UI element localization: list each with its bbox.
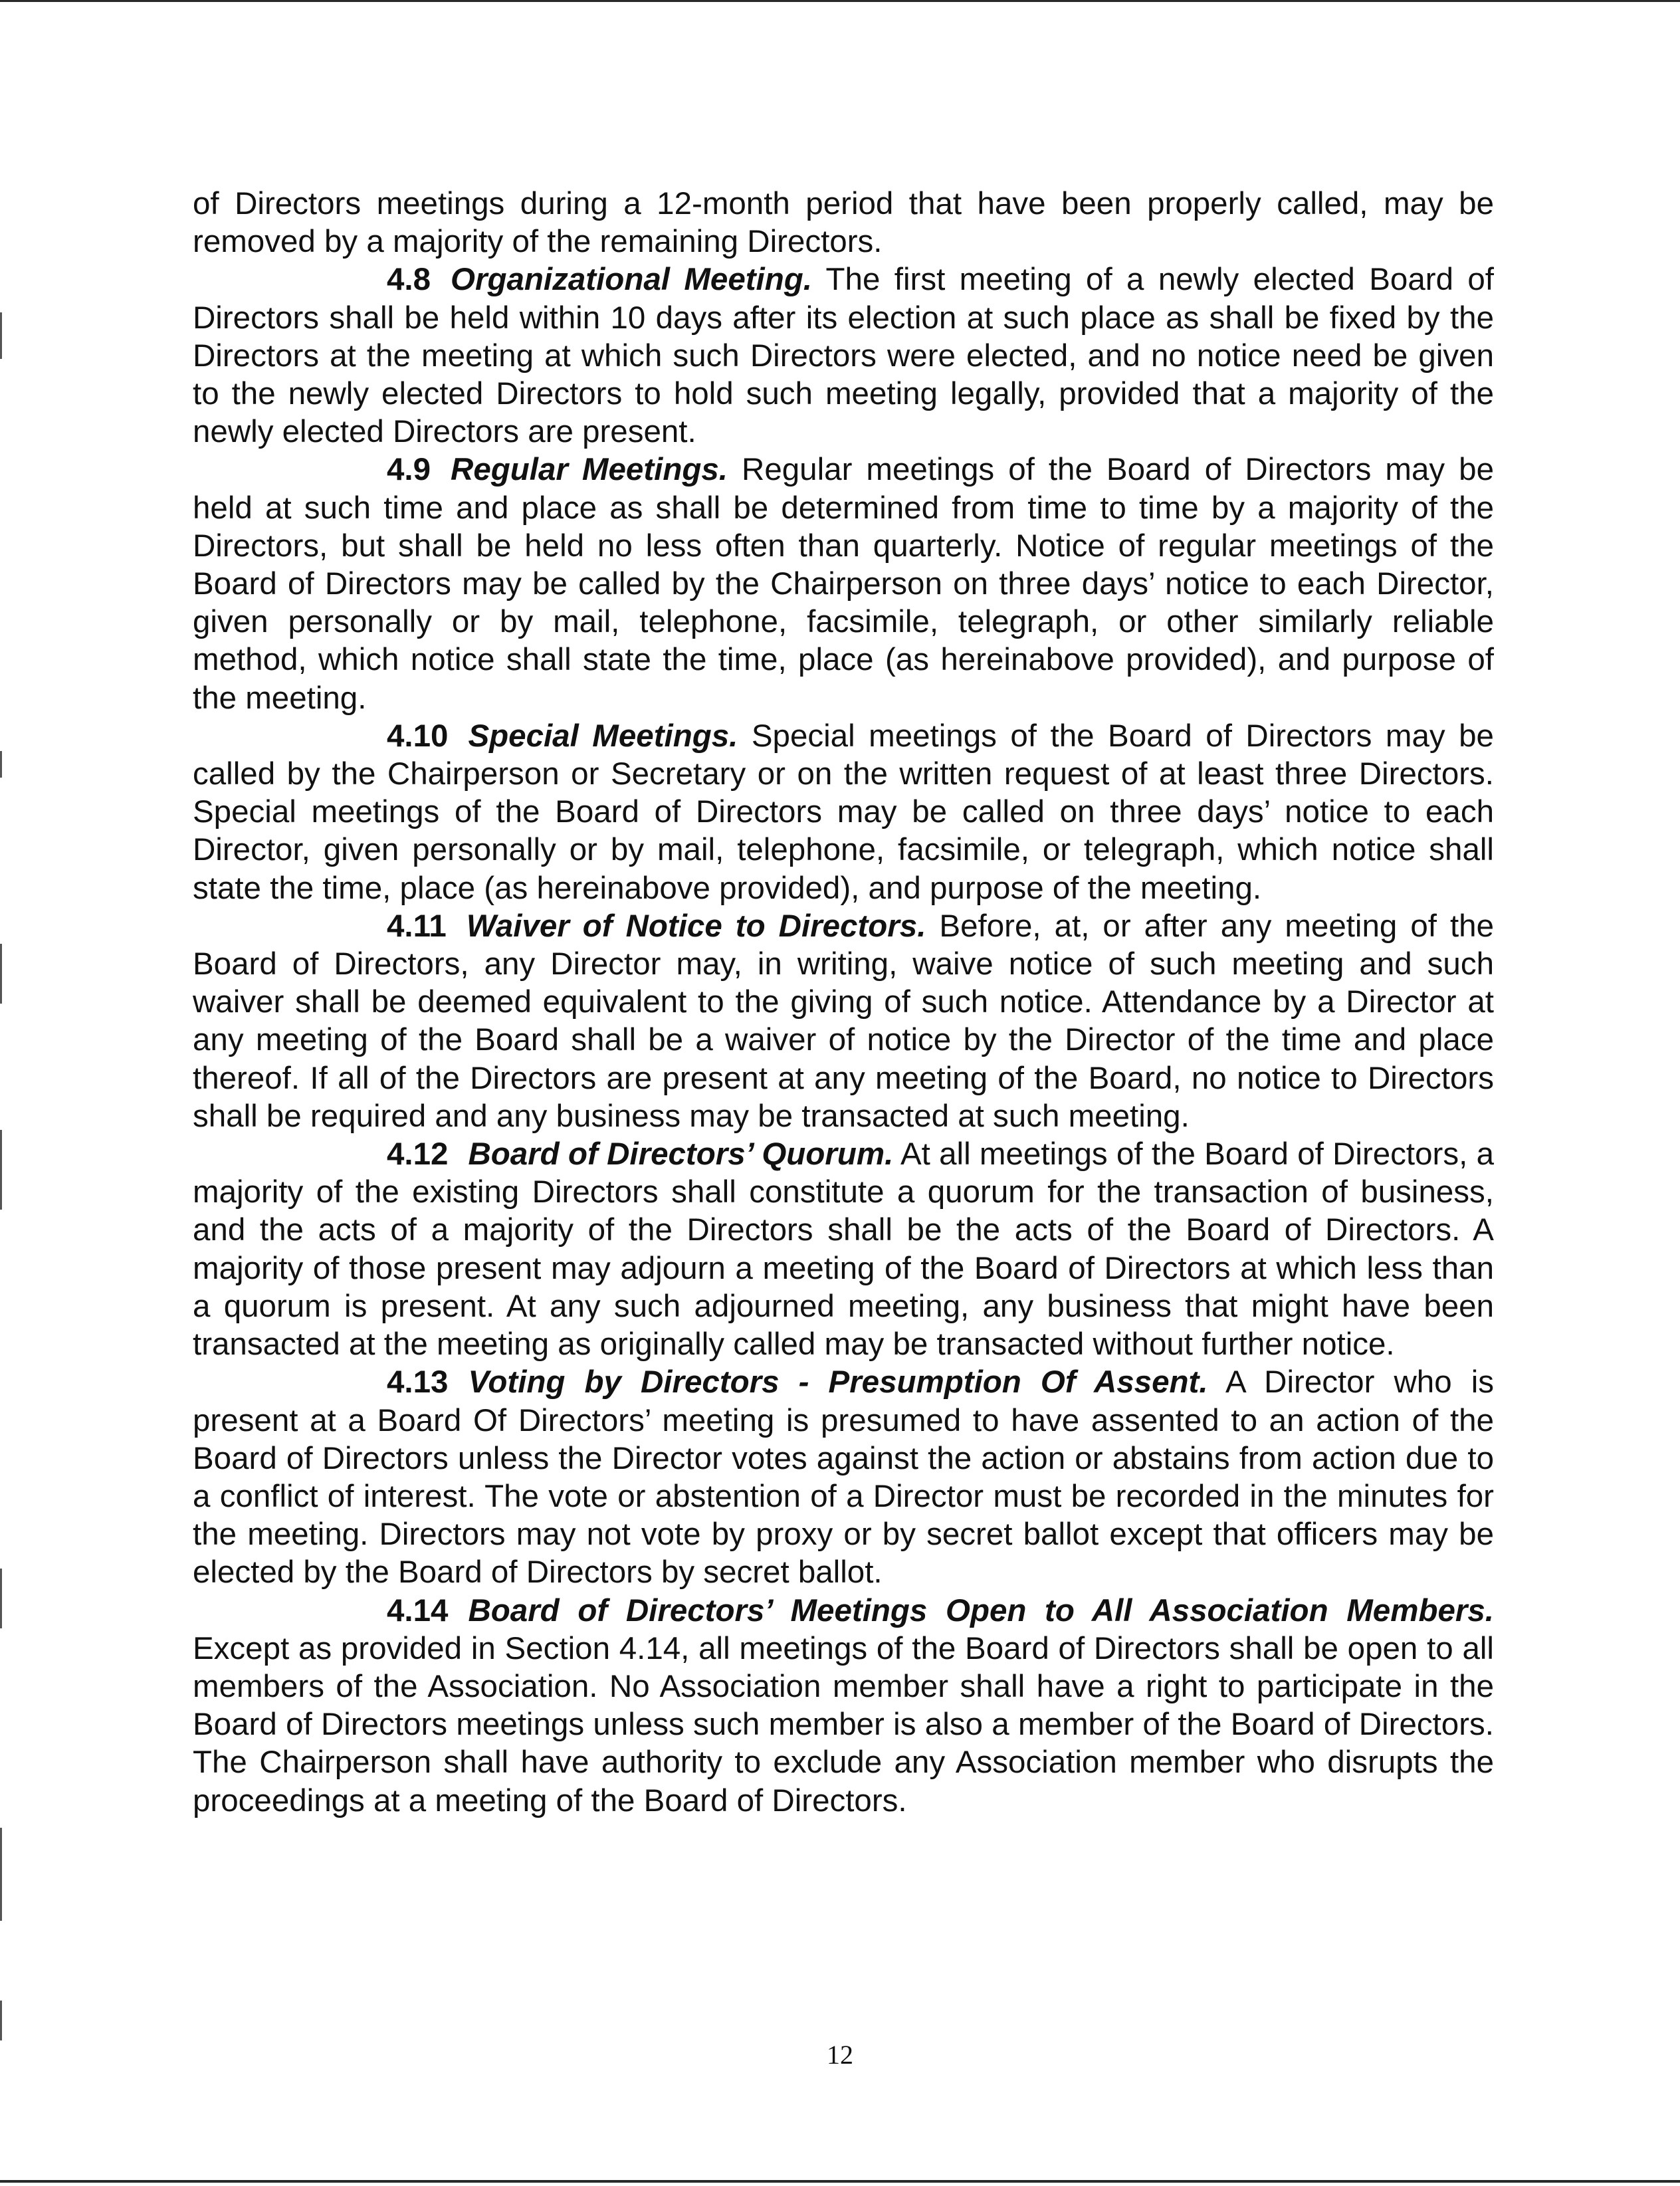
section-text: Before, at, or after any meeting of the Board of Directors, any Director may, in writing, waive notice of such meeting and such waiver shall be deemed equivalent to the giving of such notice. Attendance by a Director at any meeting of the Board shall be a waiver of notice by the Director of the time and place thereof. If all of the Directors are present at any meeting of the Board, no notice to Directors shall be required and any business may be transacted at such meeting. <box>193 908 1494 1134</box>
section-4-10 <box>193 717 1494 907</box>
section-title: Organizational Meeting. <box>451 262 812 298</box>
section-4-13 <box>193 1363 1494 1591</box>
section-4-14 <box>193 1592 1494 1820</box>
document-body <box>193 185 1494 1820</box>
section-number: 4.12 <box>387 1137 449 1172</box>
scan-edge-top <box>0 0 1680 2</box>
section-number: 4.10 <box>387 718 449 754</box>
section-text: Special meetings of the Board of Directors may be called by the Chairperson or Secretary or on the written request of at least three Directors. Special meetings of the Board of Directors may be called on three days’ notice to each Director, given personally or by mail, telephone, facsimile, or telegraph, which notice shall state the time, place (as hereinabove provided), and purpose of the meeting. <box>193 718 1494 906</box>
section-number: 4.8 <box>387 262 431 298</box>
section-title: Voting by Directors - Presumption Of Assent. <box>468 1365 1208 1400</box>
section-4-12 <box>193 1135 1494 1363</box>
scan-mark <box>0 312 2 359</box>
scan-mark <box>0 2001 2 2040</box>
section-number: 4.13 <box>387 1365 449 1400</box>
section-title: Regular Meetings. <box>451 452 728 488</box>
section-text: The first meeting of a newly elected Board of Directors shall be held within 10 days after its election at such place as shall be fixed by the Directors at the meeting at which such Directors were elected, and no notice need be given to the newly elected Directors to hold such meeting legally, provided that a majority of the newly elected Directors are present. <box>193 262 1494 450</box>
scan-mark <box>0 1828 2 1921</box>
intro-paragraph: of Directors meetings during a 12-month period that have been properly called, may be removed by a majority of the remaining Directors. <box>193 186 1494 260</box>
scan-mark <box>0 751 2 778</box>
section-title: Board of Directors’ Meetings Open to All Association Members. <box>468 1592 1494 1628</box>
section-4-11 <box>193 907 1494 1135</box>
section-4-8 <box>193 261 1494 451</box>
section-text: Regular meetings of the Board of Directors may be held at such time and place as shall be determined from time to time by a majority of the Directors, but shall be held no less often than quarterly. Notice of regular meetings of the Board of Directors may be called by the Chairperson on three days’ notice to each Director, given personally or by mail, telephone, facsimile, telegraph, or other similarly reliable method, which notice shall state the time, place (as hereinabove provided), and purpose of the meeting. <box>193 452 1495 716</box>
section-text: At all meetings of the Board of Directors, a majority of the existing Directors shall constitute a quorum for the transaction of business, and the acts of a majority of the Directors shall be the acts of the Board of Directors. A majority of those present may adjourn a meeting of the Board of Directors at which less than a quorum is present. At any such adjourned meeting, any business that might have been transacted at the meeting as originally called may be transacted without further notice. <box>193 1137 1495 1363</box>
scan-edge-bottom <box>0 2180 1680 2183</box>
page-number: 12 <box>827 2040 853 2070</box>
scan-mark <box>0 944 2 1004</box>
section-4-9 <box>193 451 1494 716</box>
section-title: Waiver of Notice to Directors. <box>466 908 926 944</box>
scan-mark <box>0 1569 2 1628</box>
section-title: Board of Directors’ Quorum. <box>468 1137 894 1172</box>
section-number: 4.14 <box>387 1592 449 1628</box>
section-text: Except as provided in Section 4.14, all meetings of the Board of Directors shall be open to all members of the Association. No Association member shall have a right to participate in the Board of Directors meetings unless such member is also a member of the Board of Directors. The Chairperson shall have authority to exclude any Association member who disrupts the proceedings at a meeting of the Board of Directors. <box>193 1630 1494 1818</box>
section-text: A Director who is present at a Board Of Directors’ meeting is presumed to have assented to an action of the Board of Directors unless the Director votes against the action or abstains from action due to a conflict of interest. The vote or abstention of a Director must be recorded in the minutes for the meeting. Directors may not vote by proxy or by secret ballot except that officers may be elected by the Board of Directors by secret ballot. <box>193 1365 1494 1590</box>
scan-mark <box>0 1130 2 1210</box>
section-title: Special Meetings. <box>468 718 738 754</box>
section-number: 4.9 <box>387 452 431 488</box>
section-number: 4.11 <box>387 908 447 944</box>
